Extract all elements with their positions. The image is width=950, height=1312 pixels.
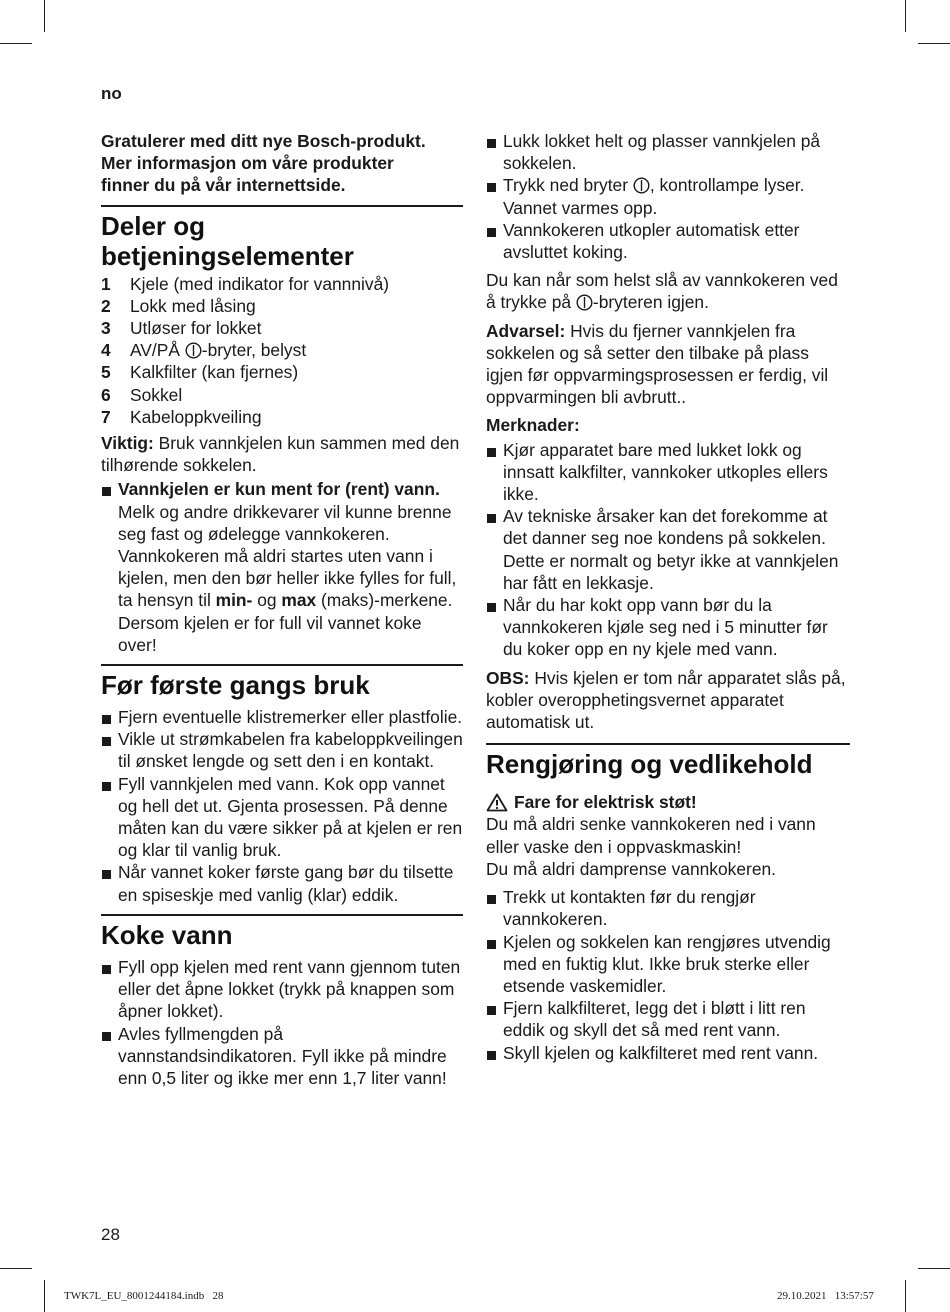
bullet-text: , kontrollampe lyser. Vannet varmes opp. <box>503 175 805 218</box>
intro-line: finner du på vår internettside. <box>101 175 346 196</box>
first-use-heading: Før første gangs bruk <box>101 664 463 700</box>
obs-label: OBS: <box>486 667 530 688</box>
bullet-text: og <box>252 590 282 611</box>
item-label: Lokk med låsing <box>130 295 256 316</box>
item-number: 3 <box>101 318 111 339</box>
bullet-text: (maks)-merkene. Dersom kjelen er for full vil vannet koke over! <box>118 590 453 655</box>
bullet-item: Vannkokeren utkopler automatisk etter avsluttet koking. <box>486 219 850 263</box>
warning-triangle-icon <box>486 793 508 812</box>
parts-list-item <box>101 361 463 383</box>
parts-list <box>101 273 463 428</box>
hazard-title <box>486 791 850 813</box>
warning-label: Advarsel: <box>486 320 566 341</box>
bullet-text: Melk og andre drikkevarer vil kunne brenne seg fast og ødelegge vannkokeren. Vannkokeren må aldri startes uten vann i kjelen, men den bør heller ikke fylles for full, ta hensyn til <box>118 501 457 611</box>
boil-heading: Koke vann <box>101 914 463 950</box>
parts-list-item <box>101 273 463 295</box>
crop-mark-bottom-right-h <box>918 1268 950 1269</box>
cleaning-heading: Rengjøring og vedlikehold <box>486 743 850 779</box>
switch-off-text-before: Du kan når som helst slå av vannkokeren ved å trykke på <box>486 270 838 313</box>
crop-mark-bottom-left-v <box>44 1280 45 1312</box>
bullet-text: Trykk ned bryter <box>503 175 633 196</box>
hazard-text: Du må aldri damprense vannkokeren. <box>486 858 776 879</box>
bullet-item: Lukk lokket helt og plasser vannkjelen på sokkelen. <box>486 130 850 174</box>
notes-label <box>486 414 850 436</box>
bullet-item <box>486 174 850 218</box>
max-mark-label: max <box>281 590 317 611</box>
item-label: Kalkfilter (kan fjernes) <box>130 362 299 383</box>
bullet-item: Når vannet koker første gang bør du tilsette en spiseskje med vanlig (klar) eddik. <box>101 861 463 905</box>
footer-file-info: TWK7L_EU_8001244184.indb 28 <box>64 1290 224 1302</box>
crop-mark-top-left-v <box>44 0 45 32</box>
bullet-item: Trekk ut kontakten før du rengjør vannkokeren. <box>486 886 850 930</box>
hazard-text: Du må aldri senke vannkokeren ned i vann eller vaske den i oppvaskmaskin! <box>486 814 816 857</box>
power-switch-icon <box>185 342 202 359</box>
cleaning-list <box>486 886 850 1064</box>
notes-list <box>486 439 850 661</box>
parts-list-item <box>101 406 463 428</box>
obs-note <box>486 667 850 734</box>
usage-bullet-list <box>101 478 463 656</box>
item-label: Kjele (med indikator for vannnivå) <box>130 273 390 294</box>
item-number: 6 <box>101 384 111 405</box>
warning-note <box>486 320 850 409</box>
parts-heading-line1: Deler og <box>101 210 206 241</box>
power-switch-icon <box>633 177 650 194</box>
parts-list-item <box>101 295 463 317</box>
parts-list-item <box>101 317 463 339</box>
footer-datetime: 29.10.2021 13:57:57 <box>777 1290 874 1302</box>
item-number: 4 <box>101 340 111 361</box>
power-switch-icon <box>576 294 593 311</box>
item-label-before: AV/PÅ <box>130 340 185 361</box>
switch-off-text-after: -bryteren igjen. <box>592 292 709 313</box>
important-label: Viktig: <box>101 433 154 454</box>
boil-list <box>101 956 463 1089</box>
switch-off-text <box>486 269 850 313</box>
intro-line: Mer informasjon om våre produkter <box>101 153 394 174</box>
item-number: 1 <box>101 273 111 294</box>
crop-mark-top-right-h <box>918 43 950 44</box>
bullet-item: Avles fyllmengden på vannstandsindikatoren. Fyll ikke på mindre enn 0,5 liter og ikke mer enn 1,7 liter vann! <box>101 1023 463 1090</box>
item-label: Sokkel <box>130 384 183 405</box>
bullet-item: Når du har kokt opp vann bør du la vannkokeren kjøle seg ned i 5 minutter før du koker opp en ny kjele med vann. <box>486 594 850 661</box>
bullet-item <box>101 478 463 656</box>
bullet-item: Skyll kjelen og kalkfilteret med rent vann. <box>486 1042 850 1064</box>
page-number: 28 <box>101 1225 120 1244</box>
hazard-title-text: Fare for elektrisk støt! <box>514 792 697 813</box>
bullet-item: Vikle ut strømkabelen fra kabeloppkveilingen til ønsket lengde og sett den i en kontakt. <box>101 728 463 772</box>
item-label: Utløser for lokket <box>130 318 262 339</box>
important-note <box>101 432 463 476</box>
bullet-item: Kjelen og sokkelen kan rengjøres utvendig med en fuktig klut. Ikke bruk sterke eller etsende vaskemidler. <box>486 931 850 998</box>
intro-text <box>101 130 463 197</box>
parts-heading <box>101 205 463 271</box>
parts-list-item <box>101 384 463 406</box>
warning-text: Hvis du fjerner vannkjelen fra sokkelen og så setter den tilbake på plass igjen før oppvarmingsprosessen er ferdig, vil oppvarmingen bli avbrutt.. <box>486 320 829 408</box>
bullet-item: Fyll vannkjelen med vann. Kok opp vannet og hell det ut. Gjenta prosessen. På denne måten kan du være sikker på at kjelen er ren og klar til vanlig bruk. <box>101 773 463 862</box>
boil-list-continued <box>486 130 850 263</box>
left-column <box>101 130 463 1089</box>
parts-list-item <box>101 339 463 361</box>
item-number: 2 <box>101 295 111 316</box>
obs-text: Hvis kjelen er tom når apparatet slås på, kobler overopphetingsvernet apparatet automatisk ut. <box>486 667 846 733</box>
crop-mark-top-right-v <box>905 0 906 32</box>
crop-mark-top-left-h <box>0 43 32 44</box>
notes-label-text: Merknader: <box>486 415 580 436</box>
item-label: Kabeloppkveiling <box>130 406 262 427</box>
bullet-item: Fjern eventuelle klistremerker eller plastfolie. <box>101 706 463 728</box>
parts-heading-line2: betjeningselementer <box>101 240 354 271</box>
bullet-item: Fyll opp kjelen med rent vann gjennom tuten eller det åpne lokket (trykk på knappen som åpner lokket). <box>101 956 463 1023</box>
intro-line: Gratulerer med ditt nye Bosch-produkt. <box>101 131 426 151</box>
right-column <box>486 130 850 1064</box>
language-code: no <box>101 84 122 103</box>
important-text: Bruk vannkjelen kun sammen med den tilhørende sokkelen. <box>101 433 460 476</box>
bullet-item: Fjern kalkfilteret, legg det i bløtt i litt ren eddik og skyll det så med rent vann. <box>486 997 850 1041</box>
crop-mark-bottom-right-v <box>905 1280 906 1312</box>
min-mark-label: min- <box>215 590 253 611</box>
item-number: 7 <box>101 406 111 427</box>
crop-mark-bottom-left-h <box>0 1268 32 1269</box>
bullet-bold: Vannkjelen er kun ment for (rent) vann. <box>118 479 440 500</box>
item-number: 5 <box>101 362 111 383</box>
bullet-item: Kjør apparatet bare med lukket lokk og innsatt kalkfilter, vannkoker utkoples ellers ikke. <box>486 439 850 506</box>
item-label-after: -bryter, belyst <box>201 340 307 361</box>
bullet-item: Av tekniske årsaker kan det forekomme at det danner seg noe kondens på sokkelen. Dette er normalt og betyr ikke at vannkjelen har fått en lekkasje. <box>486 505 850 594</box>
first-use-list <box>101 706 463 906</box>
